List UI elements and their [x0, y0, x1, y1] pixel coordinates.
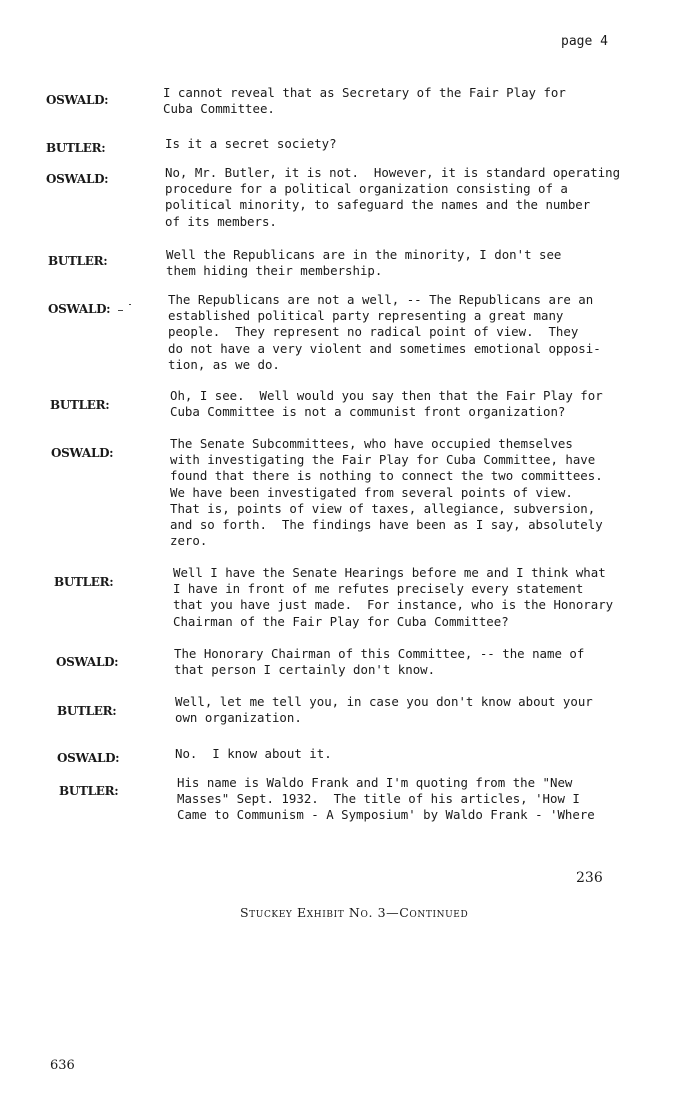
speech-text: Oh, I see. Well would you say then that the Fair Play for Cuba Committee is not a communist front organization?: [170, 388, 603, 420]
speaker-label: BUTLER:: [46, 141, 106, 155]
page-label: page 4: [561, 34, 608, 49]
speaker-label: OSWALD:: [48, 302, 111, 316]
speaker-label: BUTLER:: [50, 398, 110, 412]
speaker-label: BUTLER:: [59, 784, 119, 798]
speaker-label: OSWALD:: [46, 93, 109, 107]
speaker-label: OSWALD:: [51, 446, 114, 460]
speaker-label: OSWALD:: [46, 172, 109, 186]
speech-text: Well the Republicans are in the minority, I don't see them hiding their membership.: [166, 247, 562, 279]
stray-mark: [118, 310, 123, 311]
exhibit-caption: Stuckey Exhibit No. 3—Continued: [240, 905, 469, 920]
speech-text: I cannot reveal that as Secretary of the Fair Play for Cuba Committee.: [163, 85, 566, 117]
speaker-label: OSWALD:: [56, 655, 119, 669]
speech-text: No. I know about it.: [175, 746, 332, 761]
speaker-label: OSWALD:: [57, 751, 120, 765]
stray-mark: [129, 304, 131, 305]
speech-text: The Republicans are not a well, -- The Republicans are an established political party representing a great many people. They represent no radical point of view. They do not have a very violent and sometimes emotional opposi- tion, as we do.: [168, 292, 601, 372]
speech-text: No, Mr. Butler, it is not. However, it is standard operating procedure for a political organization consisting of a political minority, to safeguard the names and the number of its members.: [165, 165, 621, 229]
speech-text: The Honorary Chairman of this Committee, -- the name of that person I certainly don't know.: [174, 646, 585, 678]
speech-text: Well, let me tell you, in case you don't know about your own organization.: [175, 694, 593, 726]
speaker-label: BUTLER:: [48, 254, 108, 268]
speech-text: Well I have the Senate Hearings before me and I think what I have in front of me refutes precisely every statement that you have just made. For instance, who is the Honorary Chairman of the Fair Play for Cuba Committee?: [173, 565, 614, 629]
transcript-page-number: 236: [576, 870, 603, 886]
speaker-label: BUTLER:: [57, 704, 117, 718]
speaker-label: BUTLER:: [54, 575, 114, 589]
speech-text: Is it a secret society?: [165, 136, 337, 151]
speech-text: His name is Waldo Frank and I'm quoting from the "New Masses" Sept. 1932. The title of his articles, 'How I Came to Communism - A Symposium' by Waldo Frank - 'Where: [177, 775, 595, 823]
speech-text: The Senate Subcommittees, who have occupied themselves with investigating the Fair Play for Cuba Committee, have found that there is nothing to connect the two committees. We have been investigated from several points of view. That is, points of view of taxes, allegiance, subversion, and so forth. The findings have been as I say, absolutely zero.: [170, 436, 603, 549]
book-page-number: 636: [50, 1058, 75, 1073]
